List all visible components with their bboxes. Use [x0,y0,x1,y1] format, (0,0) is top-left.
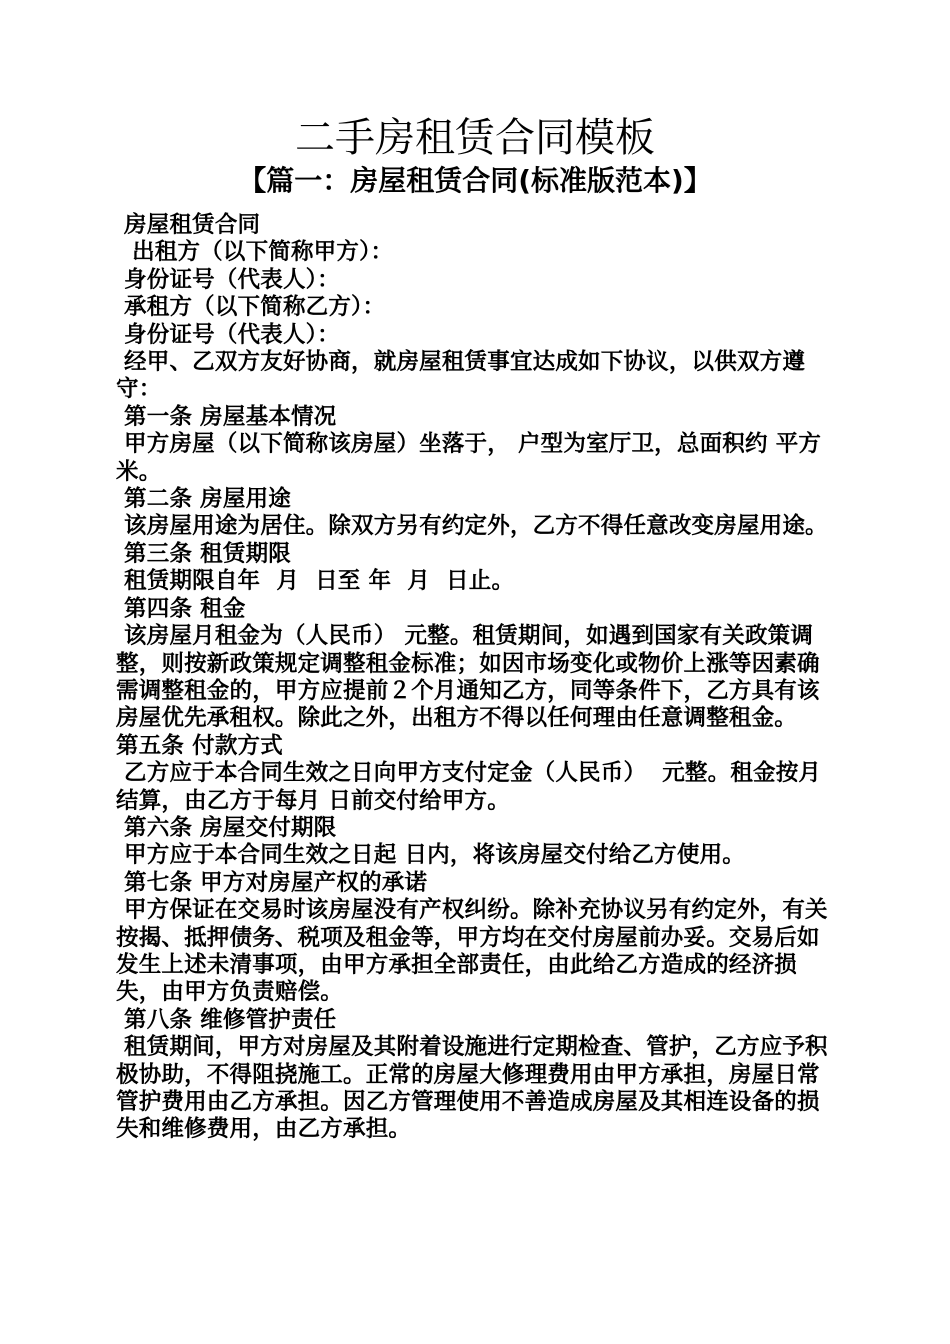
contract-paragraph: 第二条 房屋用途 [116,486,291,513]
contract-paragraph: 该房屋用途为居住。除双方另有约定外，乙方不得任意改变房屋用途。 [116,513,828,540]
contract-paragraph: 身份证号（代表人）： [116,266,340,293]
contract-paragraph: 第八条 维修管护责任 [116,1006,337,1033]
document-subtitle: 【篇一：房屋租赁合同(标准版范本)】 [238,164,712,197]
contract-paragraph: 第七条 甲方对房屋产权的承诺 [116,869,428,896]
contract-paragraph: 第四条 租金 [116,595,246,622]
contract-body [116,212,840,1144]
contract-paragraph: 租赁期间，甲方对房屋及其附着设施进行定期检查、管护，乙方应予积极协助，不得阻挠施工。正常的房屋大修理费用由甲方承担，房屋日常管护费用由乙方承担。因乙方管理使用不善造成房屋及其相连设备的损失和维修费用，由乙方承担。 [116,1034,828,1143]
contract-paragraph: 租赁期限自年 月 日至 年 月 日止。 [116,568,515,595]
contract-paragraph: 第一条 房屋基本情况 [116,403,337,430]
contract-paragraph: 甲方保证在交易时该房屋没有产权纠纷。除补充协议另有约定外，有关按揭、抵押债务、税项及租金等，甲方均在交付房屋前办妥。交易后如发生上述未清事项，由甲方承担全部责任，由此给乙方造成的经济损失，由甲方负责赔偿。 [116,897,828,1006]
contract-paragraph: 甲方房屋（以下简称该房屋）坐落于， 户型为室厅卫，总面积约 平方米。 [116,431,822,485]
contract-paragraph: 第六条 房屋交付期限 [116,814,337,841]
document-title: 二手房租赁合同模板 [295,115,655,161]
contract-paragraph: 出租方（以下简称甲方）： [116,239,394,266]
contract-paragraph: 房屋租赁合同 [116,212,261,238]
contract-paragraph: 该房屋月租金为（人民币） 元整。租赁期间，如遇到国家有关政策调整，则按新政策规定调整租金标准；如因市场变化或物价上涨等因素确需调整租金的，甲方应提前２个月通知乙方，同等条件下，乙方具有该房屋优先承租权。除此之外，出租方不得以任何理由任意调整租金。 [116,623,820,732]
contract-paragraph: 承租方（以下简称乙方）： [116,294,386,321]
contract-paragraph: 乙方应于本合同生效之日向甲方支付定金（人民币） 元整。租金按月结算，由乙方于每月 日前交付给甲方。 [116,760,822,814]
contract-paragraph: 甲方应于本合同生效之日起 日内，将该房屋交付给乙方使用。 [116,842,745,869]
contract-paragraph: 身份证号（代表人）： [116,321,340,348]
contract-paragraph: 第三条 租赁期限 [116,540,291,567]
contract-paragraph: 第五条 付款方式 [116,732,283,759]
contract-paragraph: 经甲、乙双方友好协商，就房屋租赁事宜达成如下协议，以供双方遵守： [116,349,806,403]
